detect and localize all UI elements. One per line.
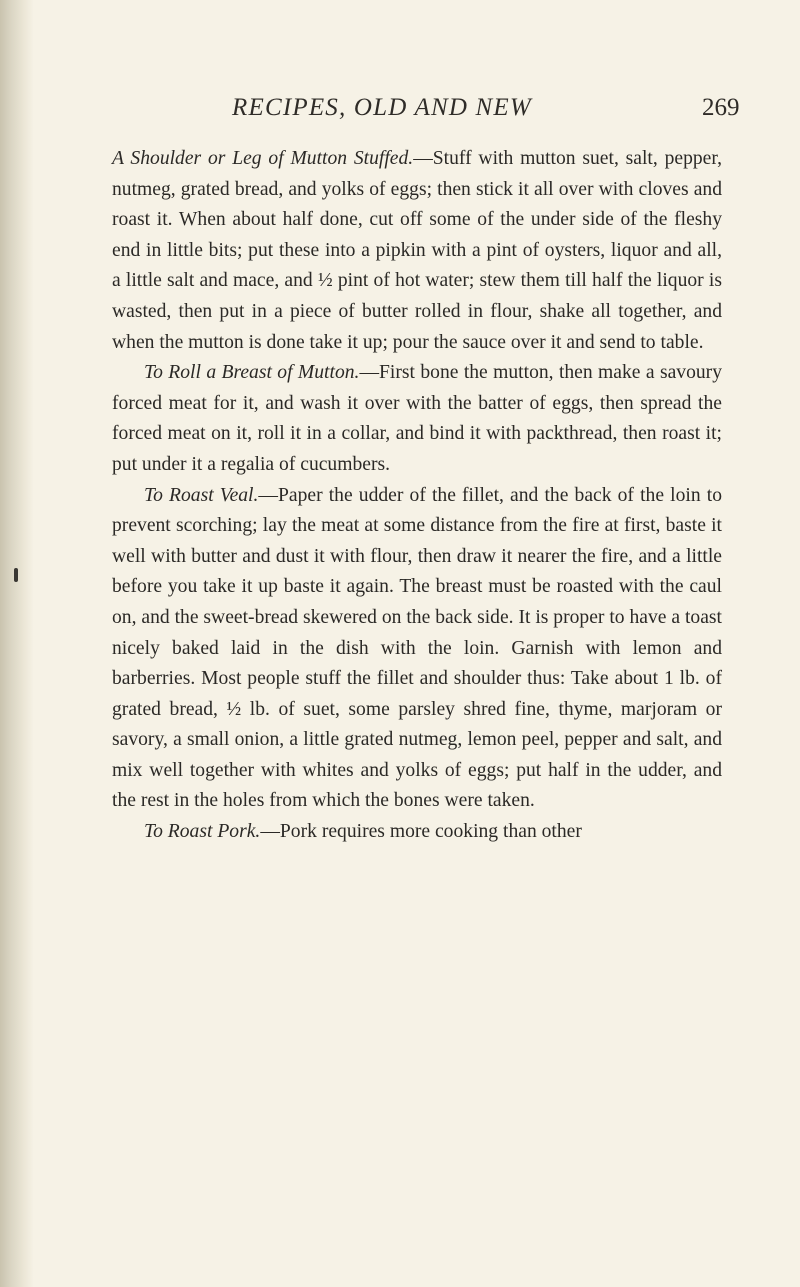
recipe-body: —Paper the udder of the fillet, and the back of the loin to prevent scorching; lay the meat at some distance from the fire at first, baste it well with butter and dust it with flour, then draw it nearer the fire, and a little before you take it up baste it again. The breast must be roasted with the caul on, and the sweet-bread skewered on the back side. It is proper to have a toast nicely baked laid in the dish with the loin. Garnish with lemon and barberries. Most people stuff the fillet and shoulder thus: Take about 1 lb. of grated bread, ½ lb. of suet, some parsley shred fine, thyme, marjoram or savory, a small onion, a little grated nutmeg, lemon peel, pepper and salt, and mix well together with whites and yolks of eggs; put half in the udder, and the rest in the holes from which the bones were taken. bbox=[112, 484, 722, 812]
recipe-paragraph bbox=[112, 817, 722, 848]
margin-mark bbox=[14, 568, 18, 582]
recipe-title: To Roast Veal. bbox=[144, 484, 259, 506]
book-spine-shadow bbox=[0, 0, 34, 1287]
recipe-body: —Pork requires more cooking than other bbox=[260, 821, 582, 843]
page-header bbox=[0, 94, 800, 134]
recipe-title: To Roll a Breast of Mutton. bbox=[144, 362, 360, 384]
recipe-paragraph bbox=[112, 358, 722, 480]
recipe-title: To Roast Pork. bbox=[144, 821, 261, 843]
page-number: 269 bbox=[702, 94, 740, 121]
recipe-body: —First bone the mutton, then make a savoury forced meat for it, and wash it over with the batter of eggs, then spread the forced meat on it, roll it in a collar, and bind it with packthread, then roast it; put under it a regalia of cucumbers. bbox=[112, 362, 722, 475]
recipe-title: A Shoulder or Leg of Mutton Stuffed. bbox=[112, 148, 414, 169]
page-body bbox=[112, 144, 722, 848]
recipe-paragraph bbox=[112, 481, 722, 818]
recipe-paragraph bbox=[112, 144, 722, 358]
running-title: RECIPES, OLD AND NEW bbox=[232, 94, 532, 121]
recipe-body: —Stuff with mutton suet, salt, pepper, nutmeg, grated bread, and yolks of eggs; then stick it all over with cloves and roast it. When about half done, cut off some of the under side of the fleshy end in little bits; put these into a pipkin with a pint of oysters, liquor and all, a little salt and mace, and ½ pint of hot water; stew them till half the liquor is wasted, then put in a piece of butter rolled in flour, shake all together, and when the mutton is done take it up; pour the sauce over it and send to table. bbox=[112, 148, 722, 353]
